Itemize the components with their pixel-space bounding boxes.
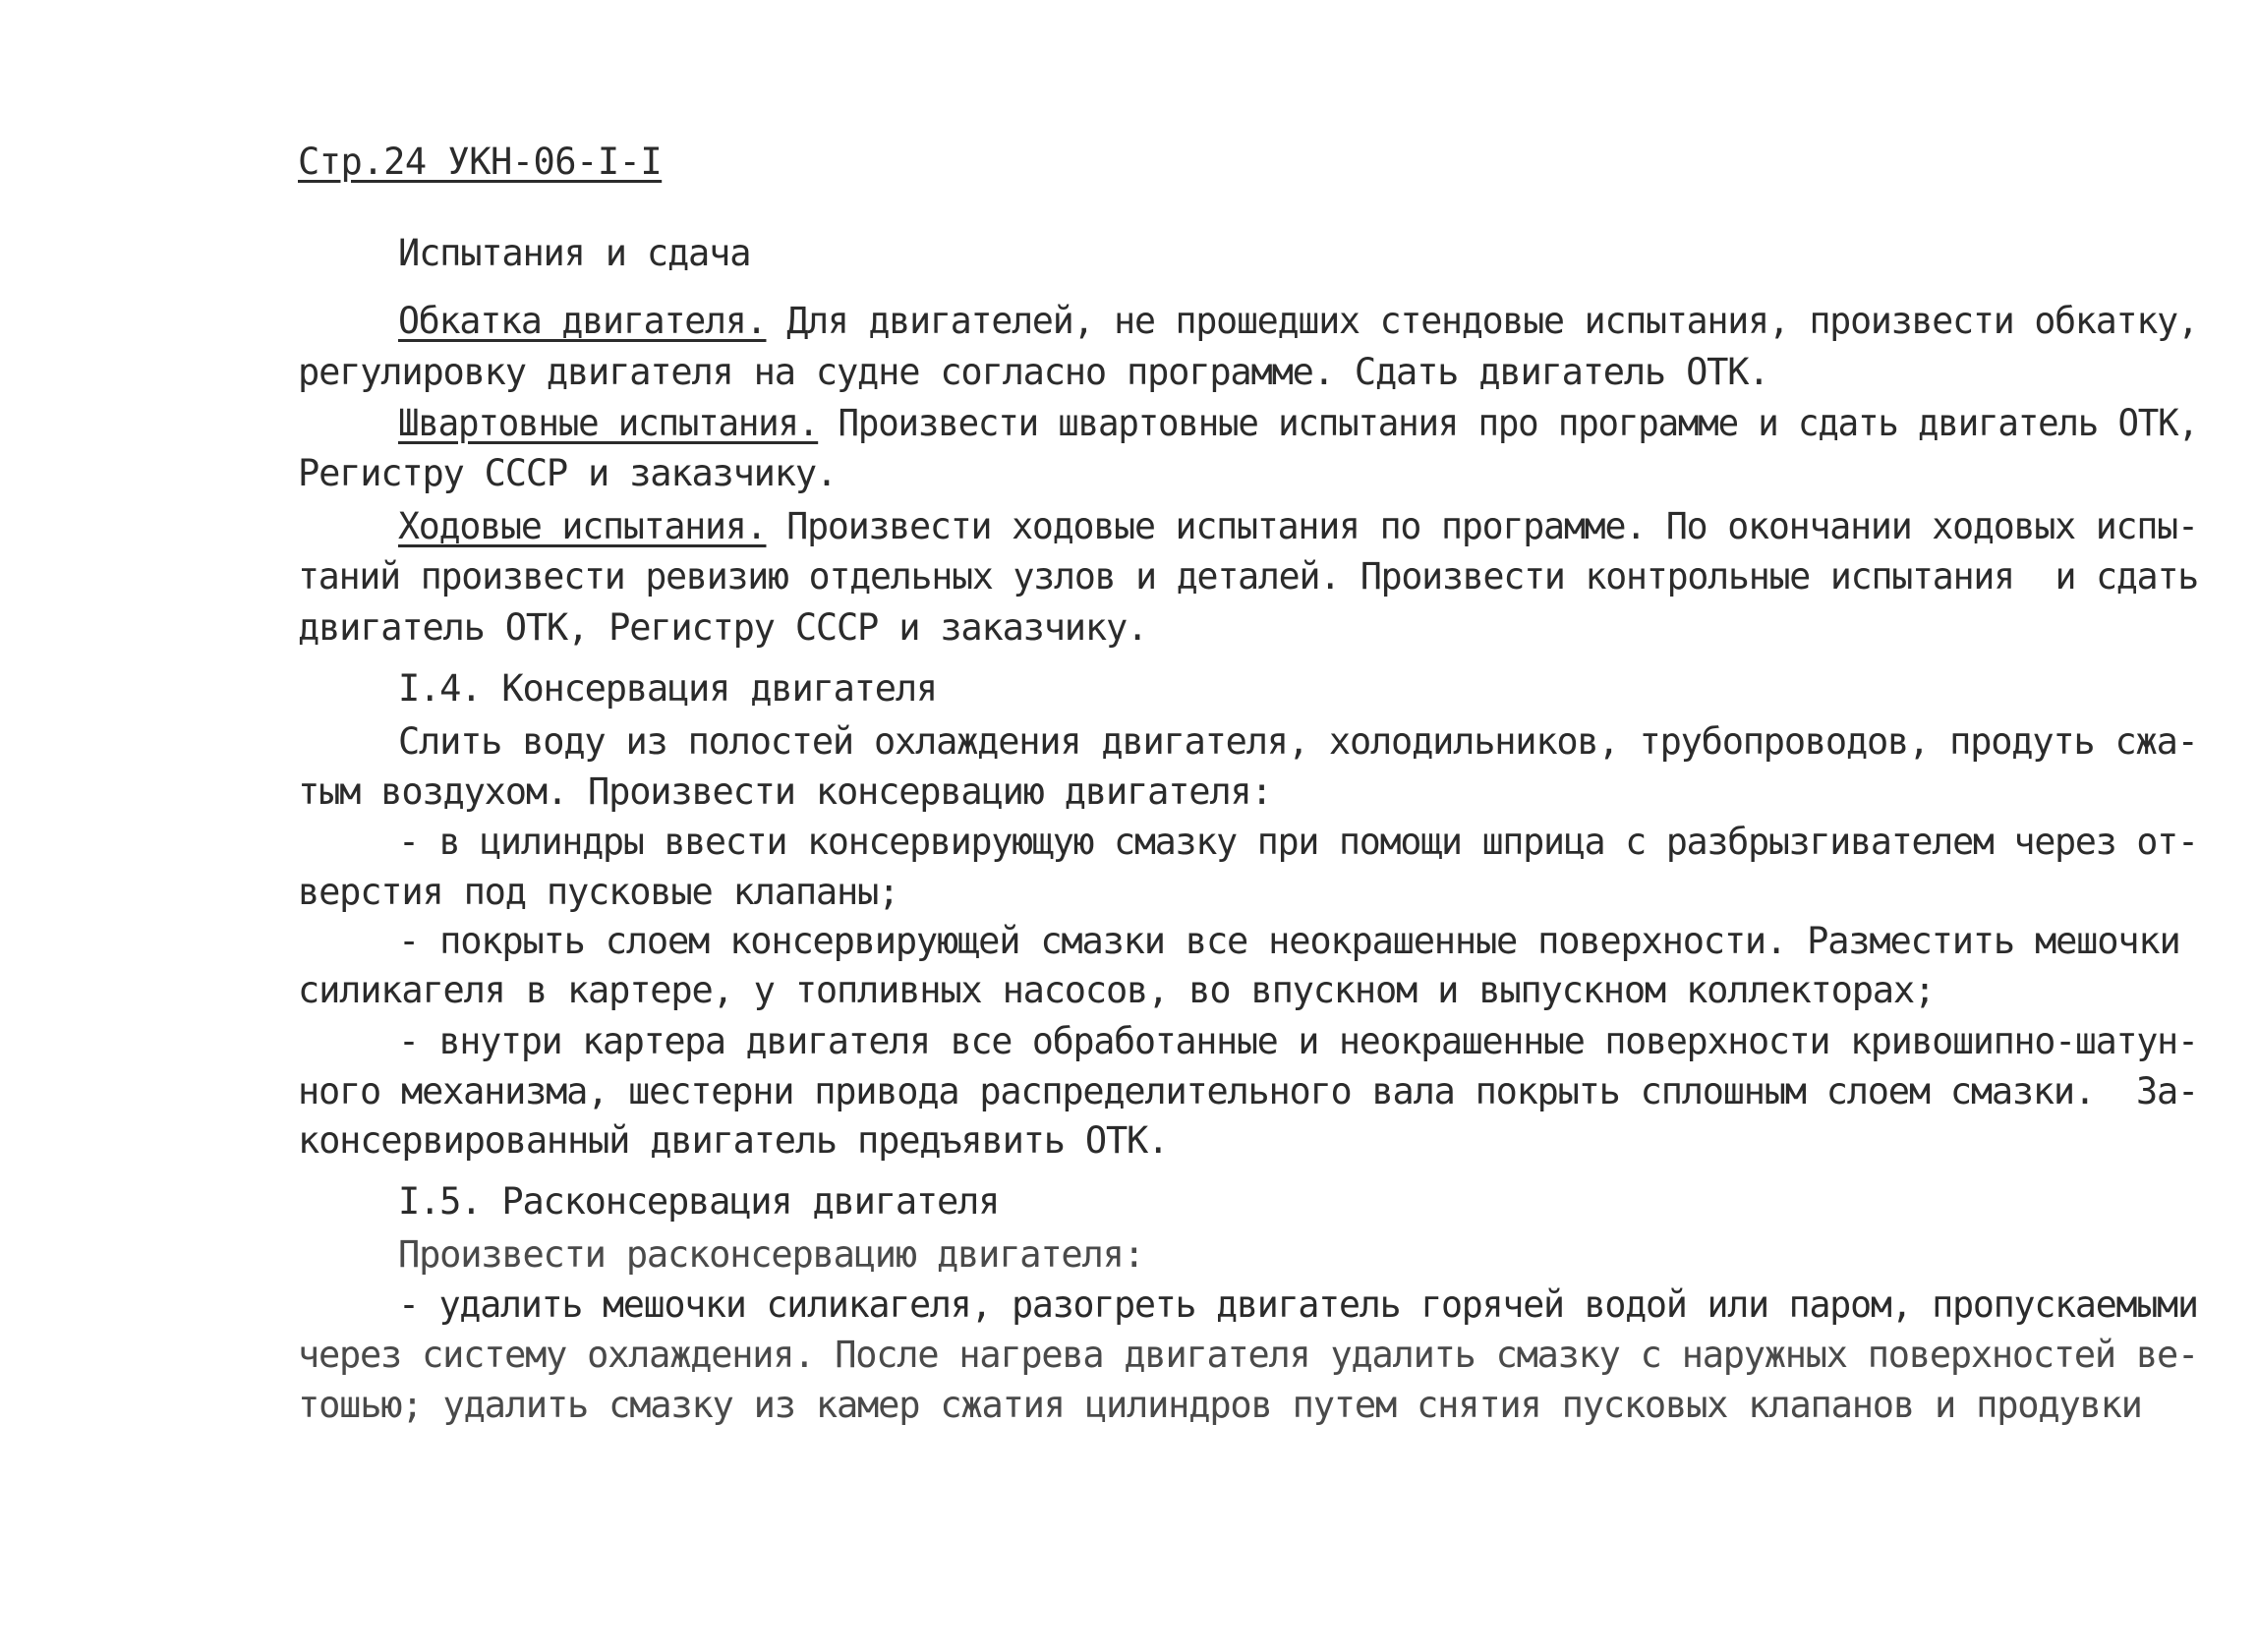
section-title-tests: Испытания и сдача bbox=[398, 232, 751, 274]
sea-trials-paragraph-line-3: двигатель ОТК, Регистру СССР и заказчику. bbox=[298, 606, 1148, 649]
section-1-4-line-3: - в цилиндры ввести консервирующую смазку при помощи шприца с разбрызгивателем через от- bbox=[398, 821, 2198, 863]
sea-trials-paragraph-line-1 bbox=[398, 502, 2198, 551]
section-1-5-title: I.5. Расконсервация двигателя bbox=[398, 1180, 1000, 1223]
break-in-text-1: Для двигателей, не прошедших стендовые испытания, произвести обкатку, bbox=[766, 300, 2198, 342]
section-1-5-line-4: тошью; удалить смазку из камер сжатия цилиндров путем снятия пусковых клапанов и продувки bbox=[298, 1384, 2142, 1426]
section-1-5-line-2: - удалить мешочки силикагеля, разогреть двигатель горячей водой или паром, пропускаемыми bbox=[398, 1283, 2198, 1326]
mooring-heading: Швартовные испытания. bbox=[398, 402, 819, 444]
section-1-4-line-7: - внутри картера двигателя все обработанные и неокрашенные поверхности кривошипно-шатун- bbox=[398, 1020, 2198, 1062]
section-1-4-line-5: - покрыть слоем консервирующей смазки все неокрашенные поверхности. Разместить мешочки bbox=[398, 920, 2180, 962]
section-1-5-line-3: через систему охлаждения. После нагрева двигателя удалить смазку с наружных поверхностей ве- bbox=[298, 1334, 2198, 1376]
sea-trials-text-1: Произвести ходовые испытания по программе. По окончании ходовых испы- bbox=[766, 505, 2198, 547]
page-reference-header: Стр.24 УКН-06-I-I bbox=[298, 141, 663, 183]
section-1-4-line-4: верстия под пусковые клапаны; bbox=[298, 871, 899, 913]
break-in-paragraph-line-1 bbox=[398, 297, 2198, 346]
break-in-paragraph-line-2: регулировку двигателя на судне согласно программе. Сдать двигатель ОТК. bbox=[298, 351, 1769, 393]
sea-trials-heading: Ходовые испытания. bbox=[398, 505, 767, 547]
mooring-paragraph-line-1 bbox=[398, 399, 2198, 448]
section-1-4-line-1: Слить воду из полостей охлаждения двигателя, холодильников, трубопроводов, продуть сжа- bbox=[398, 720, 2198, 763]
break-in-heading: Обкатка двигателя. bbox=[398, 300, 767, 342]
section-1-4-title: I.4. Консервация двигателя bbox=[398, 667, 937, 710]
sea-trials-paragraph-line-2: таний произвести ревизию отдельных узлов и деталей. Произвести контрольные испытания и сдать bbox=[298, 555, 2199, 598]
section-1-4-line-2: тым воздухом. Произвести консервацию двигателя: bbox=[298, 770, 1272, 813]
mooring-text-1: Произвести швартовные испытания про программе и сдать двигатель ОТК, bbox=[818, 402, 2198, 444]
section-1-5-line-1: Произвести расконсервацию двигателя: bbox=[398, 1233, 1144, 1276]
section-1-4-line-6: силикагеля в картере, у топливных насосов, во впускном и выпускном коллекторах; bbox=[298, 969, 1935, 1011]
section-1-4-line-9: консервированный двигатель предъявить ОТК. bbox=[298, 1119, 1169, 1162]
mooring-paragraph-line-2: Регистру СССР и заказчику. bbox=[298, 452, 837, 494]
section-1-4-line-8: ного механизма, шестерни привода распределительного вала покрыть сплошным слоем смазки. За- bbox=[298, 1070, 2198, 1112]
